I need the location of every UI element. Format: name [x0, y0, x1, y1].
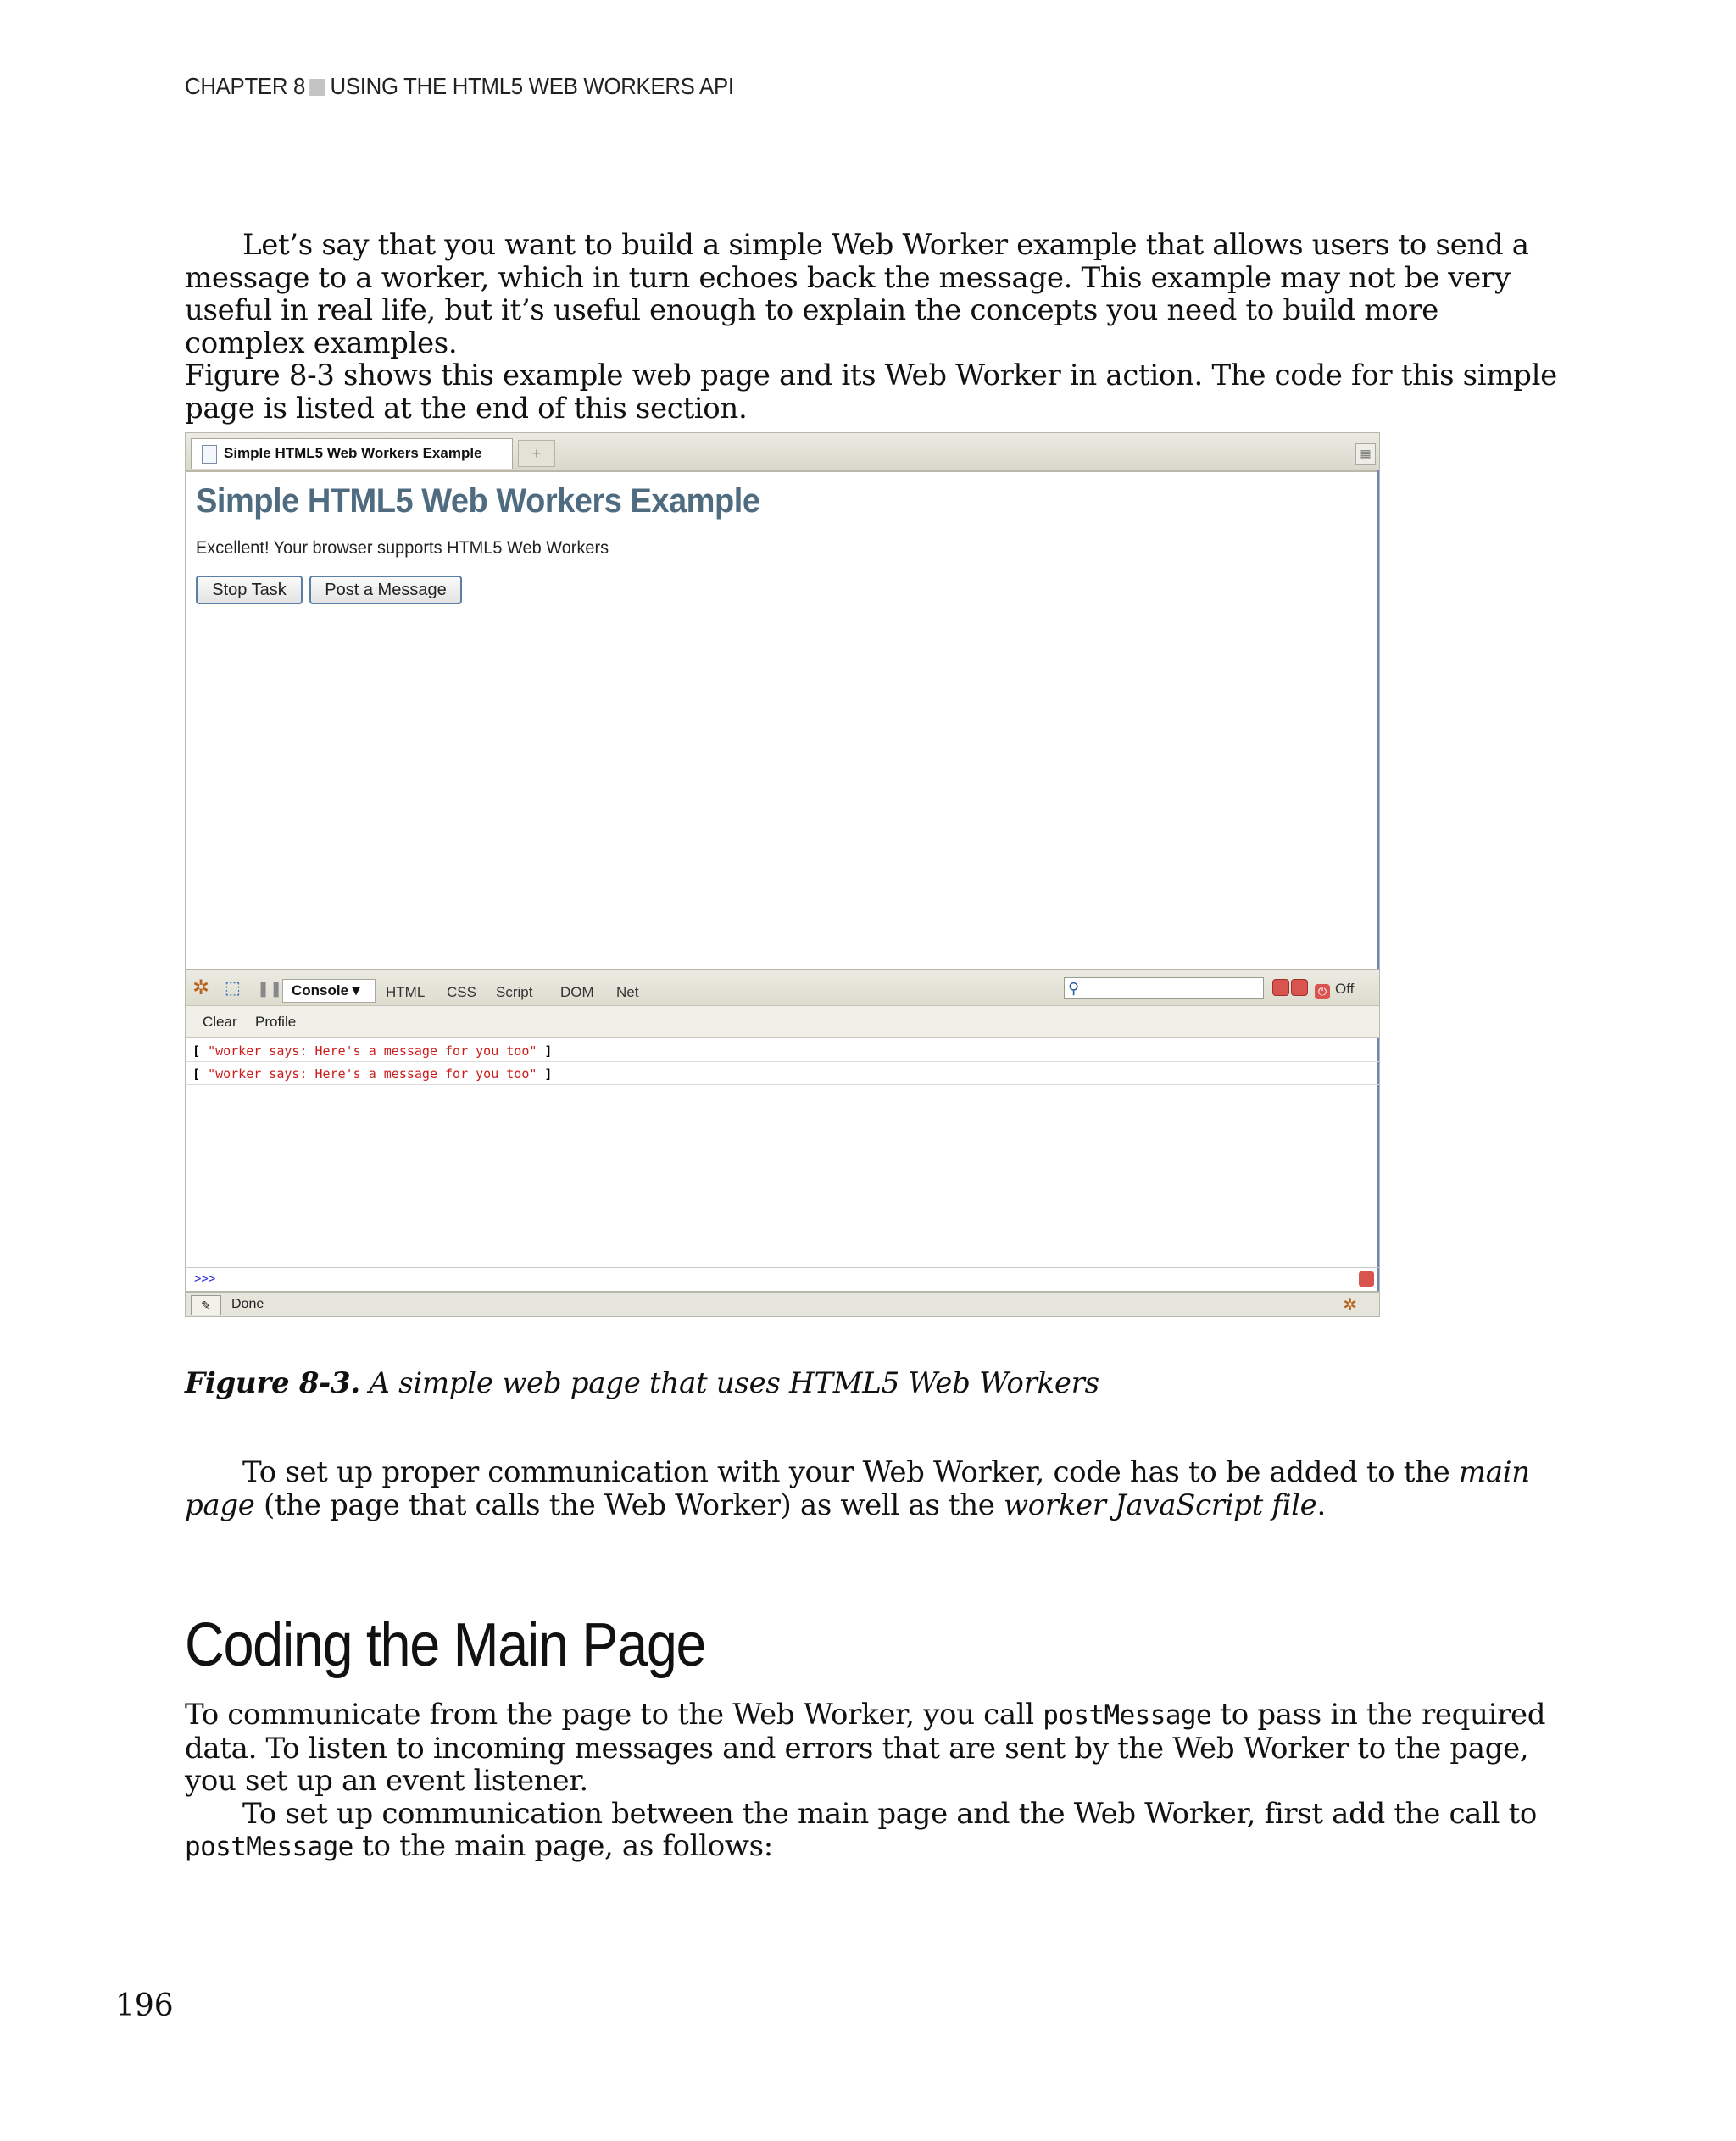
setup-paragraph: To set up proper communication with your Web Worker, code has to be added to the main page (the page that calls the Web Worker) as well as the worker JavaScript file.: [185, 1455, 1530, 1522]
section-body: [185, 1699, 1558, 1864]
document-icon: [202, 445, 217, 464]
intro-sentence-2: Figure 8-3 shows this example web page and its Web Worker in action. The code for this simple page is listed at the end of this section.: [185, 359, 1557, 425]
tab-script[interactable]: Script: [496, 984, 533, 1000]
new-tab-button[interactable]: +: [518, 440, 555, 467]
console-log-line: [ "worker says: Here's a message for you too" ]: [186, 1040, 1379, 1062]
running-header: [185, 73, 734, 100]
browser-screenshot: [185, 432, 1380, 1317]
inline-code: postMessage: [1043, 1700, 1211, 1731]
post-message-button[interactable]: Post a Message: [309, 576, 462, 604]
section-paragraph-1: To communicate from the page to the Web Worker, you call postMessage to pass in the required data. To listen to incoming messages and errors that are sent by the Web Worker to the page, you set up an event listener.: [185, 1698, 1546, 1798]
profile-button[interactable]: Profile: [255, 1014, 297, 1030]
separator-square-icon: [310, 79, 326, 96]
console-log-line: [ "worker says: Here's a message for you too" ]: [186, 1063, 1379, 1085]
search-icon: ⚲: [1068, 980, 1080, 997]
firebug-off-toggle[interactable]: [1315, 981, 1354, 999]
console-prompt: >>>: [194, 1272, 216, 1286]
power-icon: ⏻: [1315, 984, 1330, 999]
support-message: Excellent! Your browser supports HTML5 Web Workers: [196, 538, 609, 558]
close-console-icon[interactable]: [1359, 1271, 1374, 1287]
inspect-icon[interactable]: ⬚: [225, 979, 241, 998]
figure-caption: [185, 1366, 1099, 1400]
page-heading: Simple HTML5 Web Workers Example: [196, 482, 760, 520]
tab-css[interactable]: CSS: [447, 984, 476, 1000]
tab-dom[interactable]: DOM: [560, 984, 594, 1000]
tab-list-icon[interactable]: ▦: [1355, 443, 1376, 465]
pause-icon[interactable]: ❚❚: [257, 980, 283, 997]
worker-file-term: worker JavaScript file: [1003, 1488, 1317, 1522]
firebug-search-input[interactable]: [1064, 977, 1264, 999]
detach-icon[interactable]: [1291, 979, 1308, 996]
main-page-term: main page: [185, 1455, 1530, 1522]
intro-sentence-1: Let’s say that you want to build a simple Web Worker example that allows users to send a message to a worker, which in turn echoes back the message. This example may not be very useful in real life, but it’s useful enough to explain the concepts you need to build more complex examples.: [185, 228, 1529, 360]
browser-status-bar: [186, 1291, 1379, 1317]
window-edge: [1377, 470, 1379, 1317]
status-icon: ✎: [191, 1295, 221, 1315]
tab-html[interactable]: HTML: [386, 984, 426, 1000]
minimize-icon[interactable]: [1272, 979, 1289, 996]
console-tab[interactable]: Console ▾: [282, 979, 376, 1003]
chapter-label: CHAPTER 8: [185, 73, 306, 99]
tab-title: Simple HTML5 Web Workers Example: [224, 445, 482, 461]
inline-code: postMessage: [185, 1832, 353, 1862]
intro-paragraph: [185, 229, 1558, 425]
section-heading: Coding the Main Page: [185, 1611, 706, 1679]
page-number: 196: [115, 1988, 174, 2023]
status-text: Done: [231, 1297, 264, 1311]
off-label: Off: [1335, 981, 1355, 997]
section-paragraph-2: To set up communication between the main page and the Web Worker, first add the call to postMessage to the main page, as follows:: [185, 1796, 1538, 1863]
stop-task-button[interactable]: Stop Task: [196, 576, 303, 604]
firebug-toolbar: [186, 969, 1379, 1006]
figure-caption-text: A simple web page that uses HTML5 Web Workers: [369, 1366, 1099, 1400]
tab-net[interactable]: Net: [616, 984, 639, 1000]
browser-tab[interactable]: [191, 438, 513, 469]
console-subtoolbar: [186, 1006, 1379, 1038]
clear-button[interactable]: Clear: [203, 1014, 237, 1030]
console-command-line[interactable]: [186, 1267, 1379, 1291]
chapter-title: USING THE HTML5 WEB WORKERS API: [330, 73, 734, 99]
firebug-status-icon[interactable]: ✲: [1343, 1296, 1357, 1315]
browser-tab-bar: [186, 433, 1379, 472]
firebug-bug-icon[interactable]: ✲: [192, 976, 210, 999]
figure-label: Figure 8-3.: [185, 1366, 360, 1400]
